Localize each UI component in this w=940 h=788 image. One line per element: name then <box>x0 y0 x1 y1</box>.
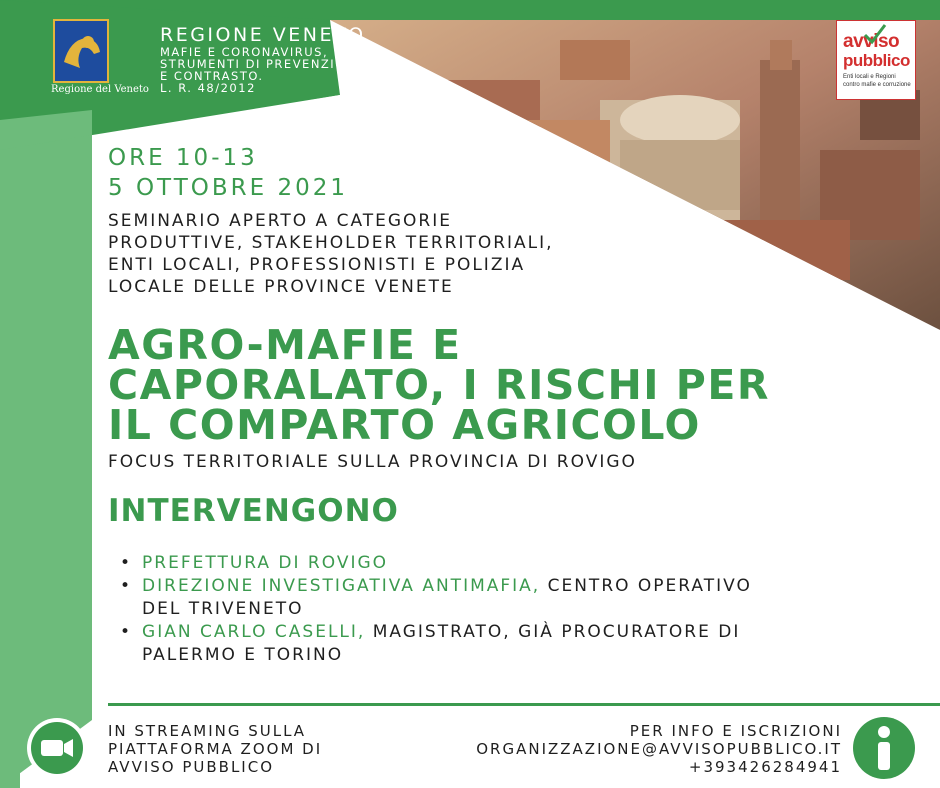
event-title-line: CAPORALATO, I RISCHI PER <box>108 361 770 409</box>
seminar-line: PRODUTTIVE, STAKEHOLDER TERRITORIALI, <box>108 233 554 253</box>
streaming-line: AVVISO PUBBLICO <box>108 758 275 776</box>
contact-email[interactable]: ORGANIZZAZIONE@AVVISOPUBBLICO.IT <box>476 740 842 758</box>
event-title-line: AGRO-MAFIE E <box>108 321 462 369</box>
region-sub-line: E CONTRASTO. <box>160 69 264 83</box>
event-subtitle: FOCUS TERRITORIALE SULLA PROVINCIA DI ROVIGO <box>108 452 637 472</box>
seminar-line: LOCALE DELLE PROVINCE VENETE <box>108 277 454 297</box>
speaker-detail: MAGISTRATO, GIÀ PROCURATORE DI <box>365 622 741 642</box>
speaker-item <box>120 575 752 598</box>
streaming-line: PIATTAFORMA ZOOM DI <box>108 740 323 758</box>
region-sub-line: MAFIE E CORONAVIRUS, <box>160 45 329 59</box>
speaker-item-cont <box>142 644 343 667</box>
speaker-highlight: DIREZIONE INVESTIGATIVA ANTIMAFIA, <box>142 576 541 596</box>
speaker-item <box>120 552 388 575</box>
bullet: • <box>120 553 133 573</box>
speaker-detail: PALERMO E TORINO <box>142 645 344 665</box>
info-icon <box>852 716 916 780</box>
speaker-item-cont <box>142 598 304 621</box>
region-veneto-logo <box>50 18 150 100</box>
region-title: REGIONE VENETO <box>160 24 366 46</box>
event-date: 5 OTTOBRE 2021 <box>108 175 348 201</box>
video-camera-icon <box>26 717 88 779</box>
seminar-line: SEMINARIO APERTO A CATEGORIE <box>108 211 452 231</box>
speaker-detail: CENTRO OPERATIVO <box>540 576 752 596</box>
avviso-word: avviso <box>843 31 900 52</box>
region-sub-line: STRUMENTI DI PREVENZIONE <box>160 57 365 71</box>
seminar-line: ENTI LOCALI, PROFESSIONISTI E POLIZIA <box>108 255 526 275</box>
avviso-tagline: contro mafie e corruzione <box>843 82 911 88</box>
avviso-pubblico-logo <box>836 20 916 100</box>
bullet: • <box>120 622 133 642</box>
streaming-line: IN STREAMING SULLA <box>108 722 307 740</box>
region-sub-line: L. R. 48/2012 <box>160 81 256 95</box>
speaker-highlight: GIAN CARLO CASELLI, <box>142 622 366 642</box>
pubblico-word: pubblico <box>843 51 910 70</box>
speaker-highlight: PREFETTURA DI ROVIGO <box>142 553 389 573</box>
speakers-heading: INTERVENGONO <box>108 493 399 529</box>
info-heading: PER INFO E ISCRIZIONI <box>629 722 842 740</box>
footer-divider <box>108 703 940 706</box>
event-time: ORE 10-13 <box>108 145 258 171</box>
speaker-detail: DEL TRIVENETO <box>142 599 304 619</box>
checkmark-icon <box>863 23 887 45</box>
avviso-tagline: Enti locali e Regioni <box>843 74 896 80</box>
event-title-line: IL COMPARTO AGRICOLO <box>108 401 701 449</box>
speaker-item <box>120 621 740 644</box>
contact-phone[interactable]: +393426284941 <box>688 758 842 776</box>
logo-caption: Regione del Veneto <box>51 84 149 95</box>
bullet: • <box>120 576 133 596</box>
